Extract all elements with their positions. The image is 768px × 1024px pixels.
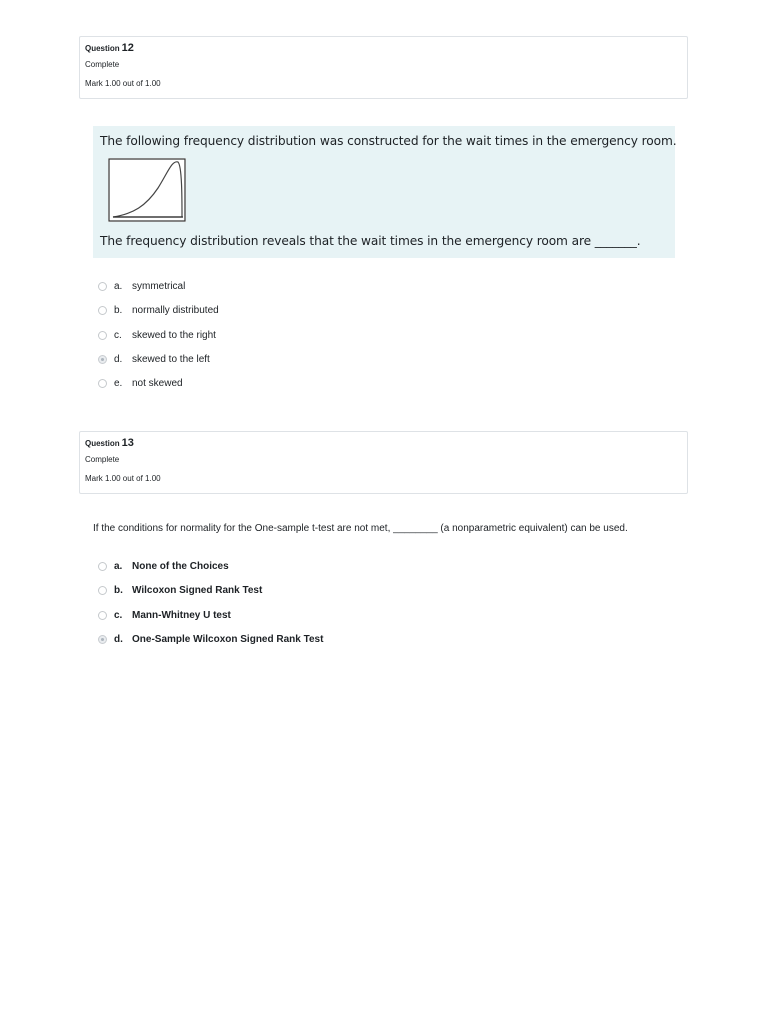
radio-button[interactable] <box>98 331 107 340</box>
radio-button[interactable] <box>98 611 107 620</box>
option-text: symmetrical <box>132 280 186 292</box>
answer-option[interactable] <box>98 373 183 393</box>
question-number <box>85 436 682 451</box>
answer-option[interactable] <box>98 580 262 600</box>
question-state: Complete <box>85 455 120 464</box>
question-12-text <box>93 126 675 258</box>
question-label: Question <box>85 44 120 53</box>
option-text: One-Sample Wilcoxon Signed Rank Test <box>132 633 324 645</box>
radio-button[interactable] <box>98 586 107 595</box>
answer-option[interactable] <box>98 556 229 576</box>
option-letter: d. <box>114 353 123 365</box>
option-letter: d. <box>114 633 123 645</box>
option-text: not skewed <box>132 377 183 389</box>
question-grade: Mark 1.00 out of 1.00 <box>85 474 161 483</box>
question-13-info <box>79 431 688 494</box>
option-text: None of the Choices <box>132 560 229 572</box>
question-label: Question <box>85 439 120 448</box>
question-text-line-1: The following frequency distribution was constructed for the wait times in the emergency room. <box>100 134 677 148</box>
option-letter: c. <box>114 609 123 621</box>
distribution-image <box>108 158 186 222</box>
radio-button[interactable] <box>98 562 107 571</box>
question-grade: Mark 1.00 out of 1.00 <box>85 79 161 88</box>
question-text-line-2: The frequency distribution reveals that the wait times in the emergency room are _______. <box>100 234 641 248</box>
radio-button[interactable] <box>98 282 107 291</box>
radio-button-checked[interactable] <box>98 635 107 644</box>
question-number <box>85 41 682 56</box>
answer-option[interactable] <box>98 276 185 296</box>
question-number-value: 13 <box>121 437 134 449</box>
radio-button-checked[interactable] <box>98 355 107 364</box>
option-letter: e. <box>114 377 123 389</box>
option-letter: b. <box>114 304 123 316</box>
answer-option[interactable] <box>98 605 231 625</box>
radio-button[interactable] <box>98 379 107 388</box>
option-text: Mann-Whitney U test <box>132 609 231 621</box>
option-letter: b. <box>114 584 123 596</box>
answer-option[interactable] <box>98 629 323 649</box>
question-12-info <box>79 36 688 99</box>
option-letter: a. <box>114 560 123 572</box>
question-13-text: If the conditions for normality for the One-sample t-test are not met, ________ (a nonparametric equivalent) can be used. <box>93 523 628 534</box>
option-letter: c. <box>114 329 122 341</box>
option-text: skewed to the right <box>132 329 216 341</box>
option-text: skewed to the left <box>132 353 210 365</box>
radio-button[interactable] <box>98 306 107 315</box>
answer-option[interactable] <box>98 300 219 320</box>
option-text: normally distributed <box>132 304 219 316</box>
option-letter: a. <box>114 280 123 292</box>
question-state: Complete <box>85 60 120 69</box>
left-skewed-distribution-curve-icon <box>108 158 186 222</box>
option-text: Wilcoxon Signed Rank Test <box>132 584 263 596</box>
answer-option[interactable] <box>98 325 216 345</box>
answer-option[interactable] <box>98 349 210 369</box>
question-number-value: 12 <box>121 42 134 54</box>
